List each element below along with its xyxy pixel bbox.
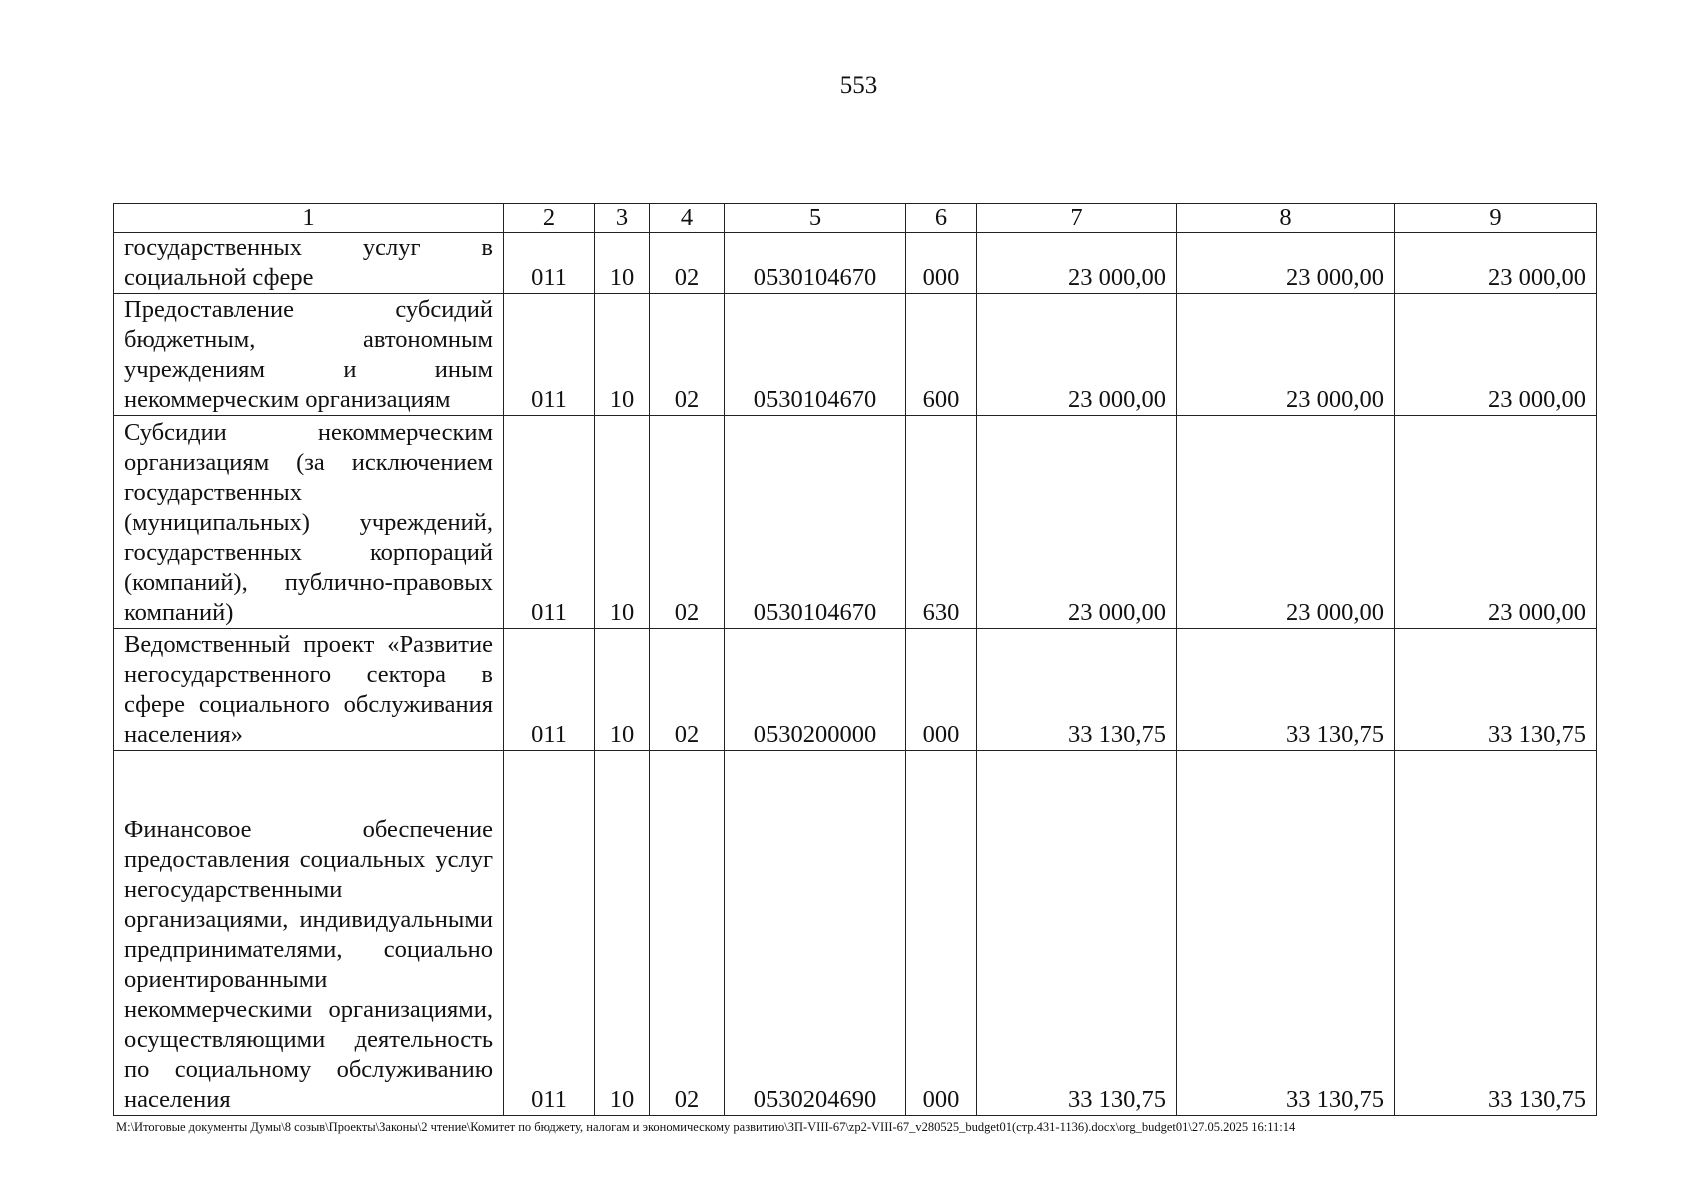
- ministry-code: 011: [504, 416, 595, 629]
- header-cell: 4: [650, 204, 725, 233]
- section-code: 10: [595, 416, 650, 629]
- budget-table: [113, 203, 1597, 1116]
- subsection-code: 02: [650, 233, 725, 294]
- section-code: 10: [595, 629, 650, 751]
- amount-col9: 33 130,75: [1395, 751, 1597, 1116]
- amount-col9: 33 130,75: [1395, 629, 1597, 751]
- header-cell: 2: [504, 204, 595, 233]
- subsection-code: 02: [650, 294, 725, 416]
- amount-col8: 33 130,75: [1177, 629, 1395, 751]
- section-code: 10: [595, 751, 650, 1116]
- amount-col7: 33 130,75: [977, 629, 1177, 751]
- table-row: [114, 294, 1597, 416]
- row-name: Ведомственный проект «Развитие негосударственного сектора в сфере социального обслуживания населения»: [114, 629, 504, 751]
- ministry-code: 011: [504, 751, 595, 1116]
- header-row: [114, 204, 1597, 233]
- subsection-code: 02: [650, 629, 725, 751]
- ministry-code: 011: [504, 294, 595, 416]
- subsection-code: 02: [650, 751, 725, 1116]
- table-row: [114, 629, 1597, 751]
- expense-type-code: 630: [906, 416, 977, 629]
- amount-col9: 23 000,00: [1395, 294, 1597, 416]
- amount-col8: 23 000,00: [1177, 294, 1395, 416]
- footer-file-path: М:\Итоговые документы Думы\8 созыв\Проекты\Законы\2 чтение\Комитет по бюджету, налогам и экономическому развитию\ЗП-VIII-67\zp2-VIII-67_v280525_budget01(стр.431-1136).docx\org_budget01\27.05.2025 16:11:14: [116, 1120, 1296, 1134]
- amount-col9: 23 000,00: [1395, 416, 1597, 629]
- header-cell: 7: [977, 204, 1177, 233]
- header-cell: 8: [1177, 204, 1395, 233]
- amount-col7: 23 000,00: [977, 416, 1177, 629]
- row-name: Предоставление субсидий бюджетным, автономным учреждениям и иным некоммерческим организациям: [114, 294, 504, 416]
- section-code: 10: [595, 294, 650, 416]
- expense-type-code: 000: [906, 629, 977, 751]
- target-article-code: 0530104670: [725, 294, 906, 416]
- expense-type-code: 600: [906, 294, 977, 416]
- amount-col8: 23 000,00: [1177, 416, 1395, 629]
- row-name: Финансовое обеспечение предоставления социальных услуг негосударственными организациями, индивидуальными предпринимателями, социально ориентированными некоммерческими организациями, осуществляющими деятельность по социальному обслуживанию населения: [114, 751, 504, 1116]
- table-row: [114, 751, 1597, 1116]
- expense-type-code: 000: [906, 751, 977, 1116]
- amount-col8: 23 000,00: [1177, 233, 1395, 294]
- header-cell: 3: [595, 204, 650, 233]
- row-name: Субсидии некоммерческим организациям (за исключением государственных (муниципальных) учреждений, государственных корпораций (компаний), публично-правовых компаний): [114, 416, 504, 629]
- amount-col9: 23 000,00: [1395, 233, 1597, 294]
- expense-type-code: 000: [906, 233, 977, 294]
- ministry-code: 011: [504, 629, 595, 751]
- ministry-code: 011: [504, 233, 595, 294]
- header-cell: 5: [725, 204, 906, 233]
- header-cell: 9: [1395, 204, 1597, 233]
- target-article-code: 0530204690: [725, 751, 906, 1116]
- table-row: [114, 233, 1597, 294]
- section-code: 10: [595, 233, 650, 294]
- target-article-code: 0530200000: [725, 629, 906, 751]
- row-name: государственных услуг в социальной сфере: [114, 233, 504, 294]
- amount-col7: 23 000,00: [977, 294, 1177, 416]
- target-article-code: 0530104670: [725, 233, 906, 294]
- subsection-code: 02: [650, 416, 725, 629]
- target-article-code: 0530104670: [725, 416, 906, 629]
- amount-col7: 33 130,75: [977, 751, 1177, 1116]
- header-cell: 1: [114, 204, 504, 233]
- amount-col7: 23 000,00: [977, 233, 1177, 294]
- header-cell: 6: [906, 204, 977, 233]
- page-number: 553: [839, 72, 878, 99]
- amount-col8: 33 130,75: [1177, 751, 1395, 1116]
- table-row: [114, 416, 1597, 629]
